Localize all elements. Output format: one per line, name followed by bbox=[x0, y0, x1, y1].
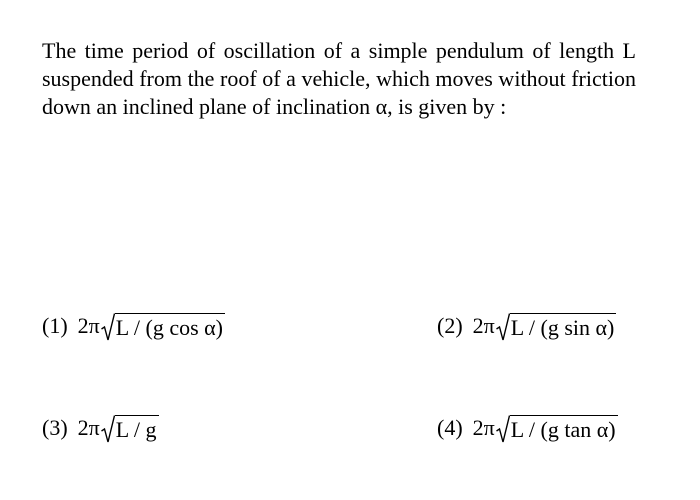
square-root bbox=[496, 412, 618, 444]
option-label: (1) bbox=[42, 313, 68, 338]
option-label: (2) bbox=[437, 313, 463, 338]
square-root bbox=[101, 412, 159, 444]
option-radicand: L / g bbox=[115, 417, 157, 442]
option-radicand: L / (g sin α) bbox=[510, 315, 615, 340]
option-3[interactable] bbox=[42, 412, 159, 444]
square-root bbox=[101, 310, 225, 342]
option-radicand: L / (g tan α) bbox=[510, 417, 616, 442]
square-root-icon bbox=[496, 412, 510, 444]
square-root-icon bbox=[101, 310, 115, 342]
option-2[interactable] bbox=[437, 310, 616, 342]
option-label: (4) bbox=[437, 415, 463, 440]
option-1[interactable] bbox=[42, 310, 225, 342]
square-root bbox=[496, 310, 617, 342]
option-4[interactable] bbox=[437, 412, 618, 444]
square-root-icon bbox=[101, 412, 115, 444]
question-text: The time period of oscillation of a simple pendulum of length L suspended from the roof of a vehicle, which moves without friction down an inclined plane of inclination α, is given by : bbox=[42, 38, 636, 119]
option-coefficient: 2π bbox=[77, 313, 100, 338]
option-coefficient: 2π bbox=[77, 415, 100, 440]
option-label: (3) bbox=[42, 415, 68, 440]
option-radicand: L / (g cos α) bbox=[115, 315, 224, 340]
option-coefficient: 2π bbox=[472, 313, 495, 338]
square-root-icon bbox=[496, 310, 510, 342]
option-coefficient: 2π bbox=[472, 415, 495, 440]
